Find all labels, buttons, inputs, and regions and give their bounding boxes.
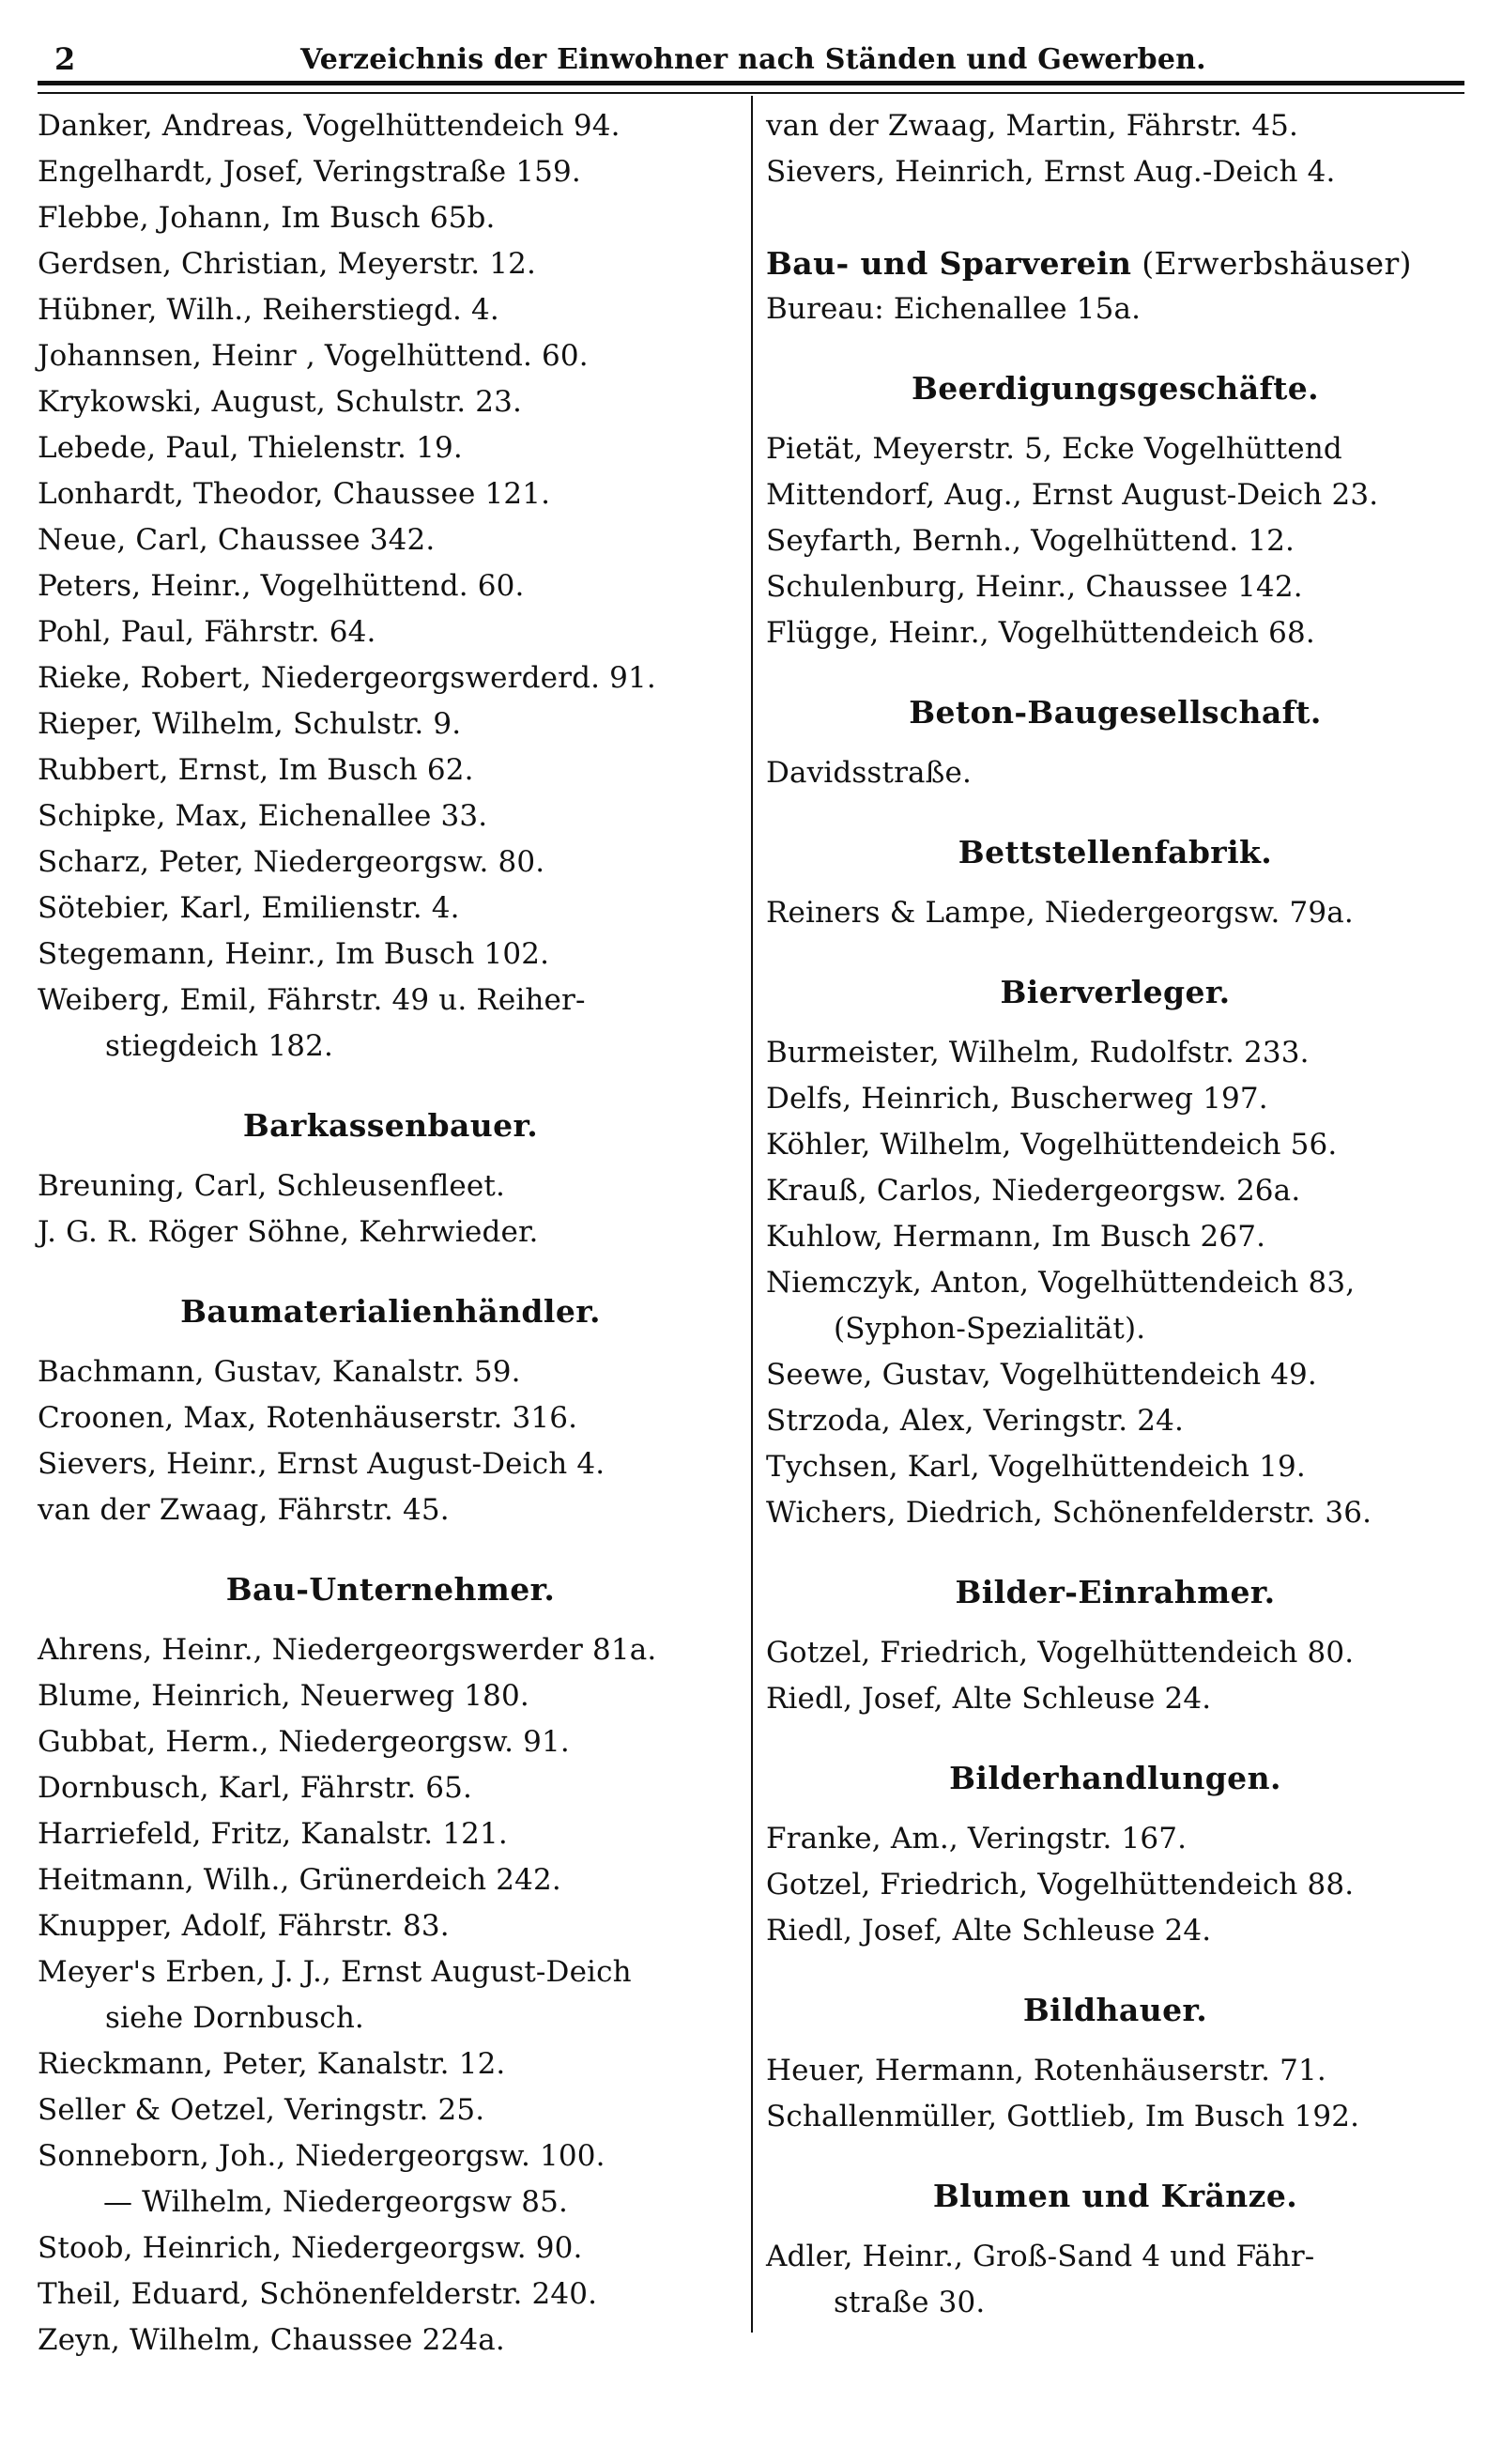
section-bauunternehmer [38, 1627, 743, 2364]
directory-entry: Gotzel, Friedrich, Vogelhüttendeich 88. [766, 1868, 1355, 1902]
directory-entry: Rieckmann, Peter, Kanalstr. 12. [38, 2047, 506, 2081]
entry-list [38, 103, 743, 1070]
directory-entry: Köhler, Wilhelm, Vogelhüttendeich 56. [766, 1128, 1338, 1162]
directory-sub-entry: — Wilhelm, Niedergeorgsw 85. [103, 2185, 569, 2219]
section-heading: Bierverleger. [1000, 974, 1231, 1010]
right-column [766, 103, 1464, 2326]
entry-continuation: straße 30. [834, 2286, 986, 2319]
section-beerdigungsgeschaefte [766, 426, 1464, 656]
directory-entry: Pohl, Paul, Fährstr. 64. [38, 615, 376, 649]
directory-entry: Theil, Eduard, Schönenfelderstr. 240. [38, 2277, 598, 2311]
directory-entry: Gubbat, Herm., Niedergeorgsw. 91. [38, 1725, 570, 1759]
directory-entry: Sievers, Heinrich, Ernst Aug.-Deich 4. [766, 155, 1336, 189]
section-blumen-und-kraenze [766, 2234, 1464, 2326]
running-title: Verzeichnis der Einwohner nach Ständen und Gewerben. [300, 43, 1206, 76]
directory-entry: Wichers, Diedrich, Schönenfelderstr. 36. [766, 1496, 1372, 1530]
directory-entry: Dornbusch, Karl, Fährstr. 65. [38, 1771, 472, 1805]
directory-entry: Rieper, Wilhelm, Schulstr. 9. [38, 707, 462, 741]
section-heading: Barkassenbauer. [242, 1107, 539, 1144]
section-barkassenbauer [38, 1163, 743, 1255]
section-heading [766, 240, 1464, 286]
page-header [38, 32, 1464, 88]
directory-entry: Rieke, Robert, Niedergeorgswerderd. 91. [38, 661, 656, 695]
section-bau-und-sparverein [766, 286, 1464, 332]
section-heading: Beton-Baugesellschaft. [909, 694, 1322, 731]
section-bilder-einrahmer [766, 1630, 1464, 1722]
directory-entry: Meyer's Erben, J. J., Ernst August-Deich [38, 1955, 632, 1989]
directory-entry: Gotzel, Friedrich, Vogelhüttendeich 80. [766, 1636, 1355, 1670]
directory-entry: van der Zwaag, Fährstr. 45. [38, 1493, 450, 1527]
directory-entry: Krauß, Carlos, Niedergeorgsw. 26a. [766, 1174, 1301, 1208]
directory-entry: Scharz, Peter, Niedergeorgsw. 80. [38, 845, 545, 879]
directory-entry: Rubbert, Ernst, Im Busch 62. [38, 753, 474, 787]
directory-entry: Burmeister, Wilhelm, Rudolfstr. 233. [766, 1036, 1310, 1070]
directory-entry: Neue, Carl, Chaussee 342. [38, 523, 436, 557]
directory-entry: Kuhlow, Hermann, Im Busch 267. [766, 1220, 1266, 1254]
directory-entry: Delfs, Heinrich, Buscherweg 197. [766, 1082, 1268, 1116]
directory-entry: Lebede, Paul, Thielenstr. 19. [38, 431, 463, 465]
directory-entry: Johannsen, Heinr , Vogelhüttend. 60. [38, 339, 589, 373]
directory-entry: Schallenmüller, Gottlieb, Im Busch 192. [766, 2100, 1360, 2133]
section-bierverleger [766, 1030, 1464, 1536]
section-bilderhandlungen [766, 1816, 1464, 1954]
section-heading-note: (Erwerbshäuser) [1131, 245, 1412, 282]
directory-entry: Adler, Heinr., Groß-Sand 4 und Fähr- [766, 2240, 1315, 2273]
directory-entry: Sonneborn, Joh., Niedergeorgsw. 100. [38, 2139, 605, 2173]
section-bettstellenfabrik [766, 890, 1464, 936]
directory-entry: Schulenburg, Heinr., Chaussee 142. [766, 570, 1303, 604]
directory-entry: Franke, Am., Veringstr. 167. [766, 1822, 1188, 1856]
directory-entry: Heitmann, Wilh., Grünerdeich 242. [38, 1863, 561, 1897]
directory-entry: Engelhardt, Josef, Veringstraße 159. [38, 155, 581, 189]
entry-continuation: siehe Dornbusch. [105, 2001, 364, 2035]
directory-entry: Blume, Heinrich, Neuerweg 180. [38, 1679, 529, 1713]
directory-entry: Flügge, Heinr., Vogelhüttendeich 68. [766, 616, 1315, 650]
section-heading: Bildhauer. [1022, 1992, 1208, 2028]
directory-entry: Gerdsen, Christian, Meyerstr. 12. [38, 247, 537, 281]
header-rule [38, 81, 1464, 85]
left-column [38, 103, 743, 2364]
directory-entry: Schipke, Max, Eichenallee 33. [38, 799, 488, 833]
directory-entry: Hübner, Wilh., Reiherstiegd. 4. [38, 293, 499, 327]
directory-entry: van der Zwaag, Martin, Fährstr. 45. [766, 109, 1299, 143]
directory-entry: Strzoda, Alex, Veringstr. 24. [766, 1404, 1184, 1438]
entry-list [766, 103, 1464, 195]
directory-entry: Stoob, Heinrich, Niedergeorgsw. 90. [38, 2231, 583, 2265]
directory-entry: Riedl, Josef, Alte Schleuse 24. [766, 1914, 1212, 1948]
entry-continuation: stiegdeich 182. [105, 1029, 334, 1063]
section-bildhauer [766, 2048, 1464, 2140]
directory-entry: Seller & Oetzel, Veringstr. 25. [38, 2093, 485, 2127]
section-beton-baugesellschaft [766, 750, 1464, 796]
directory-entry: Croonen, Max, Rotenhäuserstr. 316. [38, 1401, 578, 1435]
section-heading: Bettstellenfabrik. [958, 834, 1273, 870]
directory-entry: Mittendorf, Aug., Ernst August-Deich 23. [766, 478, 1379, 512]
directory-entry: Ahrens, Heinr., Niedergeorgswerder 81a. [38, 1633, 657, 1667]
header-rule-thin [38, 92, 1464, 94]
directory-entry: Danker, Andreas, Vogelhüttendeich 94. [38, 109, 621, 143]
directory-entry: Sievers, Heinr., Ernst August-Deich 4. [38, 1447, 605, 1481]
directory-entry: Weiberg, Emil, Fährstr. 49 u. Reiher- [38, 983, 586, 1017]
directory-entry: Knupper, Adolf, Fährstr. 83. [38, 1909, 450, 1943]
directory-entry: Davidsstraße. [766, 756, 973, 790]
directory-entry: Reiners & Lampe, Niedergeorgsw. 79a. [766, 896, 1354, 930]
page-number: 2 [54, 41, 76, 77]
directory-entry: J. G. R. Röger Söhne, Kehrwieder. [38, 1215, 539, 1249]
directory-entry: Harriefeld, Fritz, Kanalstr. 121. [38, 1817, 508, 1851]
section-heading: Bilderhandlungen. [949, 1760, 1281, 1796]
directory-entry: Seewe, Gustav, Vogelhüttendeich 49. [766, 1358, 1317, 1392]
section-heading: Beerdigungsgeschäfte. [911, 370, 1320, 407]
directory-entry: Krykowski, August, Schulstr. 23. [38, 385, 523, 419]
directory-entry: Bureau: Eichenallee 15a. [766, 292, 1142, 326]
directory-entry: Peters, Heinr., Vogelhüttend. 60. [38, 569, 525, 603]
section-heading: Blumen und Kränze. [932, 2178, 1298, 2214]
directory-entry: Sötebier, Karl, Emilienstr. 4. [38, 891, 460, 925]
section-baumaterialienhaendler [38, 1349, 743, 1533]
directory-entry: Pietät, Meyerstr. 5, Ecke Vogelhüttend [766, 432, 1342, 466]
section-heading: Bau-Unternehmer. [225, 1571, 556, 1608]
section-heading-bold: Bau- und Sparverein [766, 245, 1132, 282]
column-divider [751, 96, 753, 2333]
directory-entry: Flebbe, Johann, Im Busch 65b. [38, 201, 496, 235]
section-heading: Bilder-Einrahmer. [955, 1574, 1276, 1610]
directory-entry: Lonhardt, Theodor, Chaussee 121. [38, 477, 551, 511]
directory-entry: Tychsen, Karl, Vogelhüttendeich 19. [766, 1450, 1306, 1484]
directory-entry: Zeyn, Wilhelm, Chaussee 224a. [38, 2323, 505, 2357]
directory-entry: Breuning, Carl, Schleusenfleet. [38, 1169, 506, 1203]
directory-entry: Heuer, Hermann, Rotenhäuserstr. 71. [766, 2054, 1326, 2087]
directory-entry: Bachmann, Gustav, Kanalstr. 59. [38, 1355, 521, 1389]
section-heading: Baumaterialienhändler. [180, 1293, 601, 1330]
directory-entry: Seyfarth, Bernh., Vogelhüttend. 12. [766, 524, 1295, 558]
directory-entry: Riedl, Josef, Alte Schleuse 24. [766, 1682, 1212, 1716]
directory-entry: Niemczyk, Anton, Vogelhüttendeich 83, [766, 1266, 1356, 1300]
directory-entry: Stegemann, Heinr., Im Busch 102. [38, 937, 550, 971]
entry-continuation: (Syphon-Spezialität). [834, 1312, 1146, 1346]
